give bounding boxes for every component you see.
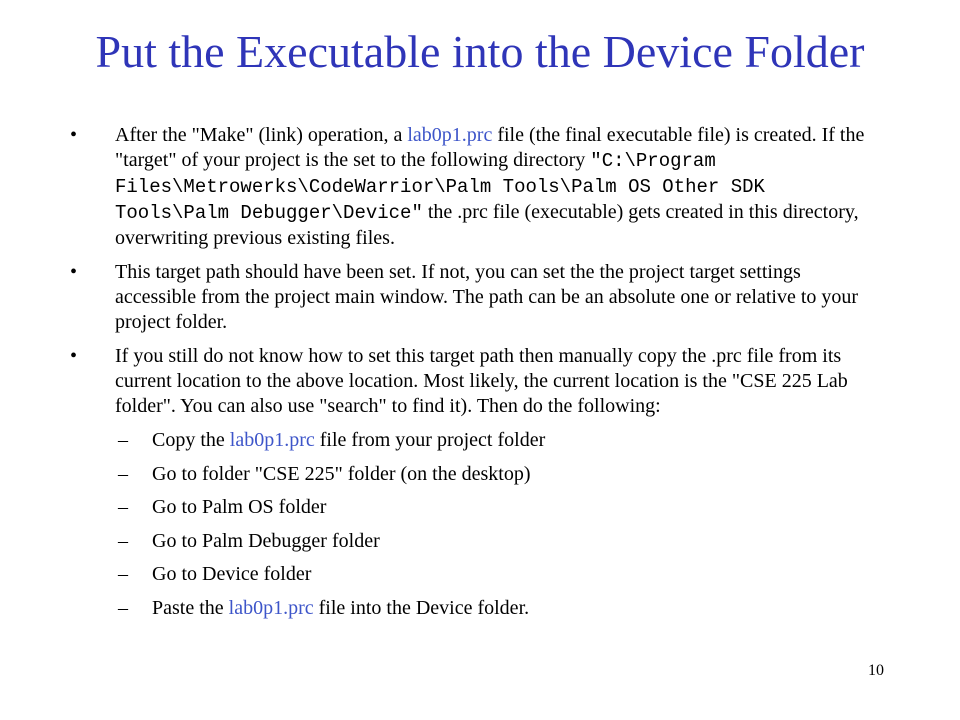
bullet-marker: •: [70, 261, 78, 283]
step-text: Paste the: [152, 596, 229, 619]
step-item: [70, 462, 870, 487]
step-text: Copy the: [152, 429, 230, 451]
bullet-text: file (the final executable file) is created. If the "target" of your project is the set to the following directory: [115, 124, 865, 171]
dash-marker: –: [118, 429, 128, 451]
step-text: Go to Palm OS folder: [152, 496, 327, 518]
bullet-item: [70, 260, 870, 335]
step-item: [70, 529, 870, 554]
dash-marker: –: [118, 596, 128, 619]
page-number: 10: [868, 662, 884, 679]
dash-marker: –: [118, 496, 128, 518]
bullet-text: After the "Make" (link) operation, a: [115, 124, 408, 146]
filename-highlight: lab0p1.prc: [407, 124, 493, 146]
slide-content: [70, 123, 870, 629]
dash-marker: –: [118, 563, 128, 585]
step-item: [70, 562, 870, 587]
dash-marker: –: [118, 462, 128, 485]
filename-highlight: lab0p1.prc: [228, 596, 314, 619]
step-text: Go to Palm Debugger folder: [152, 529, 380, 552]
step-text: Go to folder "CSE 225" folder (on the desktop): [152, 462, 531, 485]
steps-list: [70, 428, 870, 621]
step-text: file from your project folder: [314, 429, 546, 451]
slide-title: Put the Executable into the Device Folder: [95, 26, 865, 77]
bullet-text: This target path should have been set. If not, you can set the the project target settings accessible from the project main window. The path can be an absolute one or relative to your project folder.: [115, 261, 859, 333]
step-item: [70, 428, 870, 453]
bullet-item: [70, 123, 870, 251]
bullet-text: If you still do not know how to set this target path then manually copy the .prc file from its current location to the above location. Most likely, the current location is the "CSE 225 Lab folder". You can also use "search" to find it). Then do the following:: [115, 345, 848, 417]
step-text: Go to Device folder: [152, 563, 312, 585]
bullet-text: the .prc file (executable) gets created in this directory, overwriting previous existing files.: [115, 201, 859, 249]
step-item: [70, 596, 870, 621]
dash-marker: –: [118, 529, 128, 552]
step-item: [70, 495, 870, 520]
bullet-item: [70, 344, 870, 419]
bullet-marker: •: [70, 345, 78, 367]
bullet-marker: •: [70, 124, 78, 146]
filename-highlight: lab0p1.prc: [229, 429, 315, 451]
target-path: "C:\Program Files\Metrowerks\CodeWarrior\Palm Tools\Palm OS Other SDK Tools\Palm Debugger\Device": [115, 150, 765, 224]
step-text: file into the Device folder.: [313, 596, 530, 619]
